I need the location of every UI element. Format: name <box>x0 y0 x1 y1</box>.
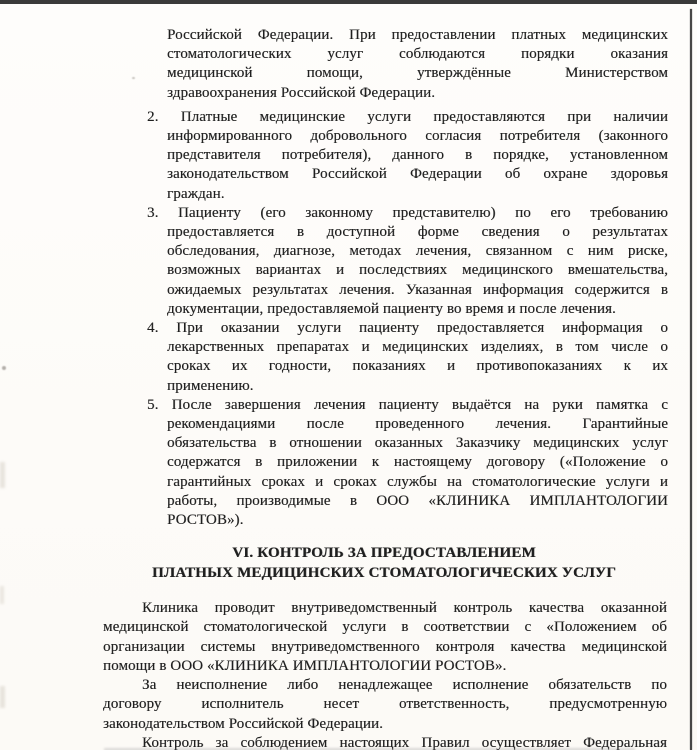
text-line: За неисполнение либо ненадлежащее исполнение обязательств по <box>142 677 667 694</box>
list-item-2 <box>147 108 668 204</box>
text-line: сроках их годности, показаниях и противопоказаниях к их <box>167 358 668 375</box>
text-line: предоставляется в доступной форме сведения о результатах <box>167 224 668 241</box>
text-line: содержатся в приложении к настоящему договору («Положение о <box>167 454 668 471</box>
text-line: Российской Федерации. При предоставлении платных медицинских <box>167 27 668 43</box>
list-item-3 <box>147 204 668 319</box>
text-line: Контроль за соблюдением настоящих Правил осуществляет Федеральная <box>142 734 667 750</box>
text-line: лекарственных препаратах и медицинских изделиях, в том числе о <box>167 339 668 356</box>
text-line: обследования, диагнозе, методах лечения, связанном с ним риске, <box>167 243 668 260</box>
text-line: законодательством Российской Федерации. <box>103 715 383 732</box>
text-line: законодательством Российской Федерации об охране здоровья <box>167 166 668 183</box>
text-line: ожидаемых результатах лечения. Указанная информация содержится в <box>167 281 668 298</box>
text-line: 2. Платные медицинские услуги предоставляются при наличии <box>147 108 668 125</box>
text-line: здравоохранения Российской Федерации. <box>167 84 436 101</box>
text-line: 4. При оказании услуги пациенту предоставляется информация о <box>147 320 668 337</box>
paragraph-item1-continuation <box>167 26 668 103</box>
text-line: гарантийных сроках и сроках службы на стоматологические услуги и <box>167 473 668 490</box>
paragraph-liability <box>103 676 667 734</box>
text-line: 5. После завершения лечения пациенту выдаётся на руки памятка с <box>147 396 668 413</box>
section-heading-line-2: ПЛАТНЫХ МЕДИЦИНСКИХ СТОМАТОЛОГИЧЕСКИХ УСЛУГ <box>152 565 616 582</box>
text-line: медицинской стоматологической услуги в соответствии с «Положением об <box>103 619 667 636</box>
scan-smudge <box>0 686 5 708</box>
text-line: информированного добровольного согласия потребителя (законного <box>167 128 668 145</box>
paragraph-quality-control <box>103 599 667 676</box>
text-line: рекомендациями после проведенного лечения. Гарантийные <box>167 416 668 433</box>
scan-right-edge <box>690 9 692 750</box>
scan-smudge <box>0 462 5 488</box>
text-line: возможных вариантах и последствиях медицинского вмешательства, <box>167 262 668 279</box>
scan-speck <box>2 366 6 370</box>
section-heading-line-1: VI. КОНТРОЛЬ ЗА ПРЕДОСТАВЛЕНИЕМ <box>232 545 536 562</box>
text-line: представителя потребителя), данного в порядке, установленном <box>167 147 668 164</box>
text-line: применению. <box>167 377 254 394</box>
section-heading <box>100 543 668 583</box>
text-line: Клиника проводит внутриведомственный контроль качества оказанной <box>142 600 667 617</box>
list-item-4 <box>147 319 668 396</box>
text-line: договору исполнитель несет ответственность, предусмотренную <box>103 696 667 713</box>
text-line: помощи в ООО «КЛИНИКА ИМПЛАНТОЛОГИИ РОСТОВ». <box>103 657 507 674</box>
scan-speck <box>132 77 135 79</box>
text-line: стоматологических услуг соблюдаются порядки оказания <box>167 46 668 63</box>
text-line: медицинской помощи, утверждённые Министерством <box>167 65 668 82</box>
scan-smudge <box>0 586 4 604</box>
text-line: обязательства в отношении оказанных Заказчику медицинских услуг <box>167 435 668 452</box>
text-line: работы, производимые в ООО «КЛИНИКА ИМПЛАНТОЛОГИИ <box>167 492 668 509</box>
list-item-5 <box>147 396 668 530</box>
text-line: граждан. <box>167 185 225 202</box>
text-line: 3. Пациенту (его законному представителю) по его требованию <box>147 204 668 221</box>
text-line: документации, предоставляемой пациенту во время и после лечения. <box>167 300 616 317</box>
scan-top-edge <box>0 0 697 4</box>
text-line: организации системы внутриведомственного контроля качества медицинской <box>103 638 667 655</box>
text-line: РОСТОВ»). <box>167 512 244 529</box>
